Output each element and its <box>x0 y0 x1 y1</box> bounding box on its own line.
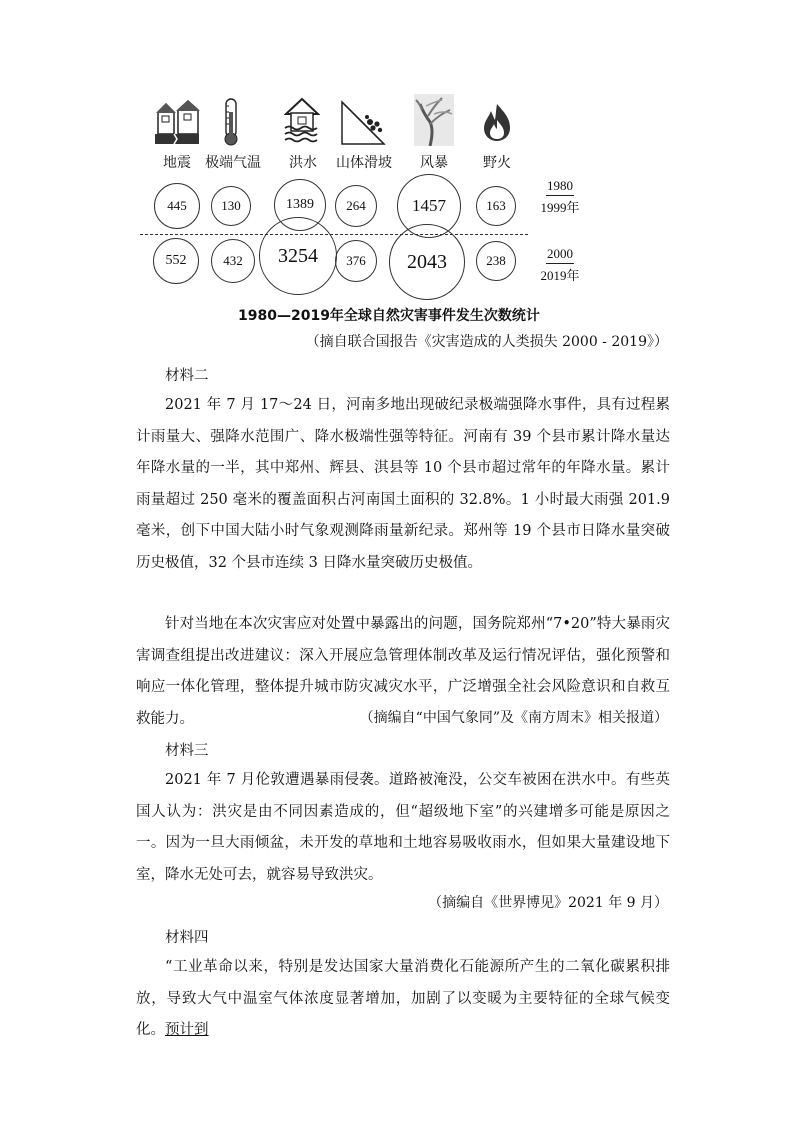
material2-source: （摘编自“中国气象同”及《南方周末》相关报道） <box>359 710 668 726</box>
bubble-1980-1999-extreme-temperature: 130 <box>211 186 251 226</box>
disaster-statistics-figure <box>140 92 590 332</box>
bubble-2000-2019-landslide: 376 <box>335 240 377 282</box>
period-label-2000-2019: 2000 2019年 <box>540 246 580 283</box>
bubble-2000-2019-flood: 3254 <box>259 217 337 295</box>
material4-heading: 材料四 <box>165 930 209 946</box>
bubble-2000-2019-storm: 2043 <box>389 224 465 300</box>
bubble-1980-1999-wildfire: 163 <box>476 186 516 226</box>
figure-caption: 1980—2019年全球自然灾害事件发生次数统计 <box>238 308 540 324</box>
storm-icon <box>414 94 454 146</box>
material4-paragraph <box>136 952 670 1047</box>
landslide-icon <box>340 100 386 146</box>
category-label: 风暴 <box>420 155 448 171</box>
bubble-1980-1999-landslide: 264 <box>335 185 377 227</box>
material2-paragraph-1: 2021 年 7 月 17～24 日，河南多地出现破纪录极端强降水事件，具有过程累计雨量大、强降水范围广、降水极端性强等特征。河南有 39 个县市累计降水量达年降水量的一半，其中郑州、辉县、淇县等 10 个县市超过常年的年降水量。累计雨量超过 250 毫米的覆盖面积占河南国土面积的 32.8%。1 小时最大雨强 201.9 毫米，创下中国大陆小时气象观测降雨量新纪录。郑州等 19 个县市日降水量突破历史极值，32 个县市连续 3 日降水量突破历史极值。 <box>136 397 670 571</box>
category-label: 山体滑坡 <box>336 155 392 171</box>
period-divider <box>140 234 528 235</box>
bubble-1980-1999-flood: 1389 <box>274 179 326 231</box>
thermometer-icon <box>220 98 242 146</box>
category-label: 极端气温 <box>205 155 261 171</box>
earthquake-house-icon <box>154 98 200 146</box>
period-label-1980-1999: 1980 1999年 <box>540 178 580 215</box>
material3-heading: 材料三 <box>165 743 209 759</box>
bubble-2000-2019-earthquake: 552 <box>153 238 199 284</box>
bubble-1980-1999-earthquake: 445 <box>154 183 200 229</box>
bubble-2000-2019-wildfire: 238 <box>476 241 516 281</box>
material4-underlined-text: 预计到 <box>165 1022 209 1038</box>
material2-heading: 材料二 <box>165 368 209 384</box>
bubble-1980-1999-storm: 1457 <box>397 174 461 238</box>
bubble-2000-2019-extreme-temperature: 432 <box>211 239 255 283</box>
fire-icon <box>482 102 512 142</box>
material3-paragraph: 2021 年 7 月伦敦遭遇暴雨侵袭。道路被淹没，公交车被困在洪水中。有些英国人认为：洪灾是由不同因素造成的，但“超级地下室”的兴建增多可能是原因之一。因为一旦大雨倾盆，未开发的草地和土地容易吸收雨水，但如果大量建设地下室，降水无处可去，就容易导致洪灾。 <box>136 772 670 883</box>
category-label: 地震 <box>163 155 191 171</box>
material2-paragraph-2: 针对当地在本次灾害应对处置中暴露出的问题，国务院郑州“7•20”特大暴雨灾害调查组提出改进建议：深入开展应急管理体制改革及运行情况评估，强化预警和响应一体化管理，整体提升城市防灾减灾水平，广泛增强全社会风险意识和自救互救能力。 <box>136 616 670 727</box>
flood-house-icon <box>284 96 320 144</box>
material4-text: “工业革命以来，特别是发达国家大量消费化石能源所产生的二氧化碳累积排放，导致大气中温室气体浓度显著增加，加剧了以变暖为主要特征的全球气候变化。 <box>136 959 670 1038</box>
material3-source: （摘编自《世界博见》2021 年 9 月） <box>428 895 668 911</box>
figure-source: （摘自联合国报告《灾害造成的人类损失 2000 - 2019》） <box>305 334 668 350</box>
category-label: 洪水 <box>289 155 317 171</box>
category-label: 野火 <box>483 155 511 171</box>
